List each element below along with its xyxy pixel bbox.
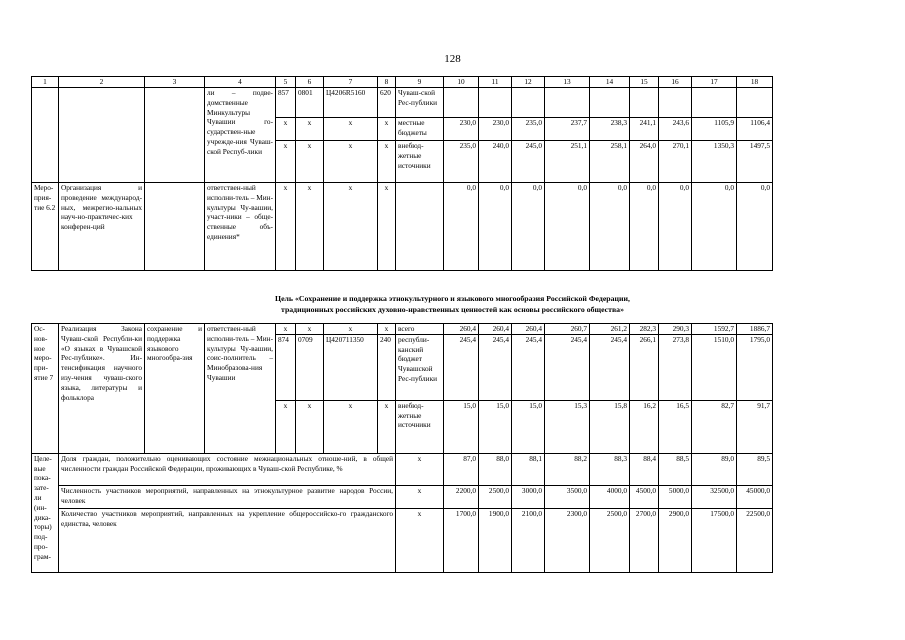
table-cell: 258,1 bbox=[590, 141, 630, 183]
table-cell: 2700,0 bbox=[630, 508, 659, 572]
table-cell bbox=[590, 88, 630, 118]
table-cell: 88,3 bbox=[590, 453, 630, 485]
col-num: 8 bbox=[378, 77, 396, 88]
table-cell: 45000,0 bbox=[737, 485, 773, 508]
table-cell: 15,0 bbox=[444, 400, 479, 453]
table-cell: 245,4 bbox=[512, 334, 545, 400]
table-cell: 270,1 bbox=[659, 141, 692, 183]
col-num: 2 bbox=[59, 77, 145, 88]
table-cell: 88,4 bbox=[630, 453, 659, 485]
table-cell: x bbox=[276, 183, 296, 271]
table-cell: x bbox=[296, 141, 324, 183]
measure-title: Реализация Закона Чуваш-ской Республи-ки «О языках в Чувашской Рес-публике». Ин-тенсификация научного изу-чения чуваш-ского языка, литературы и фольклора bbox=[59, 324, 145, 454]
table-cell: 273,8 bbox=[659, 334, 692, 400]
table-cell: 0,0 bbox=[545, 183, 590, 271]
table-cell: 0,0 bbox=[692, 183, 737, 271]
executor-cell: ответствен-ный исполни-тель – Мин-культуры Чу-вашии, участ-ники – обще-ственные объ-единения* bbox=[205, 183, 276, 271]
table-cell: 88,2 bbox=[545, 453, 590, 485]
table-cell: 230,0 bbox=[479, 118, 512, 141]
table-cell: x bbox=[378, 183, 396, 271]
col-num: 12 bbox=[512, 77, 545, 88]
table-cell: x bbox=[396, 453, 444, 485]
table-cell: 2500,0 bbox=[479, 485, 512, 508]
table-cell: 32500,0 bbox=[692, 485, 737, 508]
table-cell: внебюд-жетные источники bbox=[396, 400, 444, 453]
table-cell: 264,0 bbox=[630, 141, 659, 183]
table-cell: 240 bbox=[378, 334, 396, 400]
table-cell: 260,4 bbox=[444, 324, 479, 335]
budget-table-bottom bbox=[31, 323, 773, 573]
col-num: 11 bbox=[479, 77, 512, 88]
table-cell: 235,0 bbox=[512, 118, 545, 141]
table-cell: всего bbox=[396, 324, 444, 335]
table-cell: 1106,4 bbox=[737, 118, 773, 141]
target-text: Численность участников мероприятий, направленных на этнокультурное развитие народов России, человек bbox=[59, 485, 396, 508]
table-cell: 4500,0 bbox=[630, 485, 659, 508]
table-cell: 1592,7 bbox=[692, 324, 737, 335]
table-cell: 82,7 bbox=[692, 400, 737, 453]
table-cell: 260,4 bbox=[512, 324, 545, 335]
col-num: 7 bbox=[324, 77, 378, 88]
table-cell: 0,0 bbox=[479, 183, 512, 271]
table-cell: x bbox=[396, 485, 444, 508]
table-cell: 260,4 bbox=[479, 324, 512, 335]
table-cell: 874 bbox=[276, 334, 296, 400]
measure-label: Меро-прия-тие 6.2 bbox=[32, 183, 59, 271]
table-cell: Чуваш-ской Рес-публики bbox=[396, 88, 444, 118]
table-cell: x bbox=[276, 141, 296, 183]
table-row bbox=[32, 324, 773, 335]
col-num: 17 bbox=[692, 77, 737, 88]
table-cell: 241,1 bbox=[630, 118, 659, 141]
table-cell: 2900,0 bbox=[659, 508, 692, 572]
col-num: 16 bbox=[659, 77, 692, 88]
table-cell: 0,0 bbox=[737, 183, 773, 271]
table-cell: x bbox=[378, 400, 396, 453]
table-cell: x bbox=[276, 400, 296, 453]
table-cell: 2300,0 bbox=[545, 508, 590, 572]
table-cell: 0,0 bbox=[512, 183, 545, 271]
table-cell: 15,0 bbox=[479, 400, 512, 453]
table-cell: 620 bbox=[378, 88, 396, 118]
col-num: 14 bbox=[590, 77, 630, 88]
goal-heading bbox=[0, 293, 905, 315]
table-cell: 0801 bbox=[296, 88, 324, 118]
table-cell bbox=[444, 88, 479, 118]
table-cell: Ц420711350 bbox=[324, 334, 378, 400]
col-num: 4 bbox=[205, 77, 276, 88]
table-cell: 245,4 bbox=[479, 334, 512, 400]
table-cell bbox=[59, 88, 145, 183]
targets-label: Целе-вые пока-зате-ли (ин-дика-торы) под-про-грам- bbox=[32, 453, 59, 572]
table-cell: 5000,0 bbox=[659, 485, 692, 508]
table-cell: 261,2 bbox=[590, 324, 630, 335]
table-cell: x bbox=[378, 118, 396, 141]
table-cell: республи-канский бюджет Чувашской Рес-публики bbox=[396, 334, 444, 400]
col-num: 5 bbox=[276, 77, 296, 88]
table-cell: 245,0 bbox=[512, 141, 545, 183]
table-cell: 235,0 bbox=[444, 141, 479, 183]
table-cell bbox=[512, 88, 545, 118]
table-cell: 1510,0 bbox=[692, 334, 737, 400]
table-cell: 88,0 bbox=[479, 453, 512, 485]
table-cell: 0,0 bbox=[590, 183, 630, 271]
table-cell: 3000,0 bbox=[512, 485, 545, 508]
table-cell: x bbox=[296, 118, 324, 141]
table-cell: x bbox=[296, 183, 324, 271]
table-cell: 91,7 bbox=[737, 400, 773, 453]
table-cell: 857 bbox=[276, 88, 296, 118]
table-cell: x bbox=[296, 324, 324, 335]
page-number: 128 bbox=[444, 53, 461, 65]
table-cell: 237,7 bbox=[545, 118, 590, 141]
target-row bbox=[32, 485, 773, 508]
table-cell: 0,0 bbox=[444, 183, 479, 271]
table-cell: 1886,7 bbox=[737, 324, 773, 335]
table-cell: x bbox=[296, 400, 324, 453]
table-cell: 87,0 bbox=[444, 453, 479, 485]
table-cell: 230,0 bbox=[444, 118, 479, 141]
col-num: 13 bbox=[545, 77, 590, 88]
table-cell: 1900,0 bbox=[479, 508, 512, 572]
table-cell: 0,0 bbox=[659, 183, 692, 271]
executor-cell: ли – подве-домственные Минкультуры Чувашии го-сударствен-ные учрежде-ния Чуваш-ской Респуб-лики bbox=[205, 88, 276, 183]
col-num: 10 bbox=[444, 77, 479, 88]
table-cell bbox=[630, 88, 659, 118]
table-cell bbox=[545, 88, 590, 118]
table-cell: x bbox=[276, 118, 296, 141]
table-cell bbox=[692, 88, 737, 118]
goal-line: традиционных российских духовно-нравственных ценностей как основы российского общества» bbox=[281, 305, 624, 314]
table-cell bbox=[396, 183, 444, 271]
table-cell: 290,3 bbox=[659, 324, 692, 335]
col-num: 18 bbox=[737, 77, 773, 88]
col-num: 6 bbox=[296, 77, 324, 88]
table-cell: 88,5 bbox=[659, 453, 692, 485]
table-cell: 245,4 bbox=[444, 334, 479, 400]
table-cell: x bbox=[324, 141, 378, 183]
table-cell: 3500,0 bbox=[545, 485, 590, 508]
table-cell: 88,1 bbox=[512, 453, 545, 485]
target-text: Доля граждан, положительно оценивающих состояние межнациональных отноше-ний, в общей численности граждан Российской Федерации, проживающих в Чуваш-ской Республике, % bbox=[59, 453, 396, 485]
table-cell: x bbox=[324, 400, 378, 453]
table-cell: 243,6 bbox=[659, 118, 692, 141]
table-cell: 251,1 bbox=[545, 141, 590, 183]
table-cell: Ц4206R5160 bbox=[324, 88, 378, 118]
table-cell: 1350,3 bbox=[692, 141, 737, 183]
table-cell: 245,4 bbox=[590, 334, 630, 400]
table-row bbox=[32, 88, 773, 118]
table-cell: 1105,9 bbox=[692, 118, 737, 141]
table-cell: 15,3 bbox=[545, 400, 590, 453]
table-cell: 17500,0 bbox=[692, 508, 737, 572]
table-cell: 16,5 bbox=[659, 400, 692, 453]
table-cell: 0709 bbox=[296, 334, 324, 400]
table-cell: 260,7 bbox=[545, 324, 590, 335]
table-cell: 1497,5 bbox=[737, 141, 773, 183]
table-cell: 16,2 bbox=[630, 400, 659, 453]
target-row bbox=[32, 508, 773, 572]
table-cell: 1795,0 bbox=[737, 334, 773, 400]
table-cell: x bbox=[378, 324, 396, 335]
table-cell: местные бюджеты bbox=[396, 118, 444, 141]
table-cell bbox=[145, 88, 205, 183]
col-num: 1 bbox=[32, 77, 59, 88]
table-cell: 89,5 bbox=[737, 453, 773, 485]
table-cell: 245,4 bbox=[545, 334, 590, 400]
table-cell: 240,0 bbox=[479, 141, 512, 183]
col-num: 15 bbox=[630, 77, 659, 88]
table-cell bbox=[479, 88, 512, 118]
target-text: Количество участников мероприятий, направленных на укрепление общероссийско-го гражданского единства, человек bbox=[59, 508, 396, 572]
table-cell: 2200,0 bbox=[444, 485, 479, 508]
table-row-measure-6-2 bbox=[32, 183, 773, 271]
table-cell: 238,3 bbox=[590, 118, 630, 141]
table-cell bbox=[659, 88, 692, 118]
table-cell bbox=[737, 88, 773, 118]
table-cell: 22500,0 bbox=[737, 508, 773, 572]
executor-cell: ответствен-ный исполни-тель – Мин-культуры Чу-вашии, соис-полнитель – Минобразова-ния Чувашии bbox=[205, 324, 276, 454]
goal-line: Цель «Сохранение и поддержка этнокультурного и языкового многообразия Российской Федерации, bbox=[275, 294, 630, 303]
table-cell: 89,0 bbox=[692, 453, 737, 485]
table-cell: 15,8 bbox=[590, 400, 630, 453]
table-cell: x bbox=[324, 324, 378, 335]
table-cell: 4000,0 bbox=[590, 485, 630, 508]
table-cell: 0,0 bbox=[630, 183, 659, 271]
table-cell bbox=[145, 183, 205, 271]
table-cell: x bbox=[378, 141, 396, 183]
table-cell: x bbox=[324, 118, 378, 141]
table-cell: внебюд-жетные источники bbox=[396, 141, 444, 183]
table-cell: 15,0 bbox=[512, 400, 545, 453]
measure-title: Организация и проведение международ-ных, межрегио-нальных науч-но-практичес-ких конферен-ций bbox=[59, 183, 145, 271]
table-cell: 2100,0 bbox=[512, 508, 545, 572]
table-cell: x bbox=[324, 183, 378, 271]
col-num: 3 bbox=[145, 77, 205, 88]
table-cell bbox=[32, 88, 59, 183]
col-num: 9 bbox=[396, 77, 444, 88]
budget-table-top bbox=[31, 76, 773, 271]
table-cell: x bbox=[396, 508, 444, 572]
table-cell: 1700,0 bbox=[444, 508, 479, 572]
table-cell: x bbox=[276, 324, 296, 335]
table-cell: 282,3 bbox=[630, 324, 659, 335]
column-number-row bbox=[32, 77, 773, 88]
table-cell: 2500,0 bbox=[590, 508, 630, 572]
measure-label: Ос-нов-ное меро-при-ятие 7 bbox=[32, 324, 59, 454]
target-row bbox=[32, 453, 773, 485]
table-cell: 266,1 bbox=[630, 334, 659, 400]
measure-goal: сохранение и поддержка языкового многообра-зия bbox=[145, 324, 205, 454]
